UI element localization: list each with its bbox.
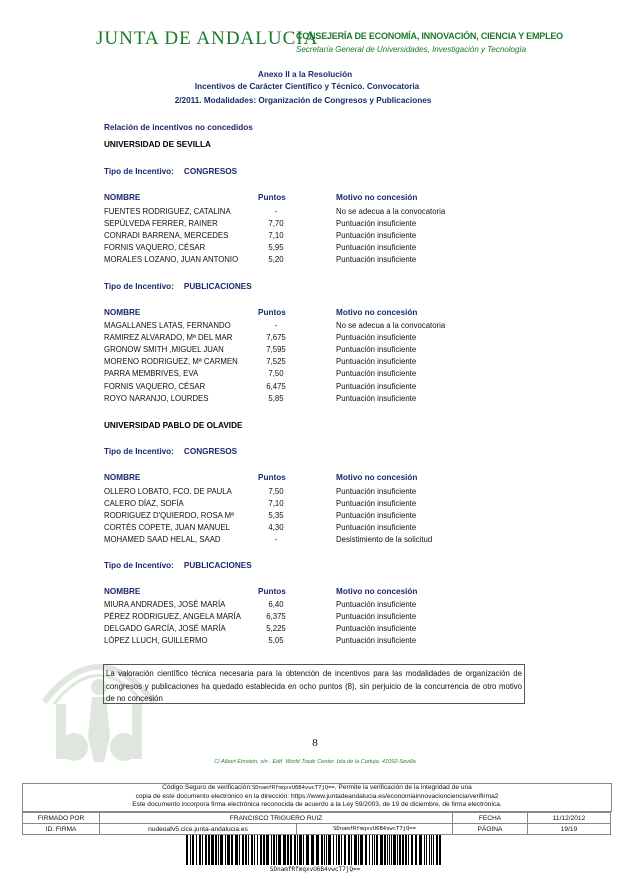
barcode-bar xyxy=(411,835,413,865)
barcode-bar xyxy=(248,835,249,865)
annex-subtitle-2: 2/2011. Modalidades: Organización de Congresos y Publicaciones xyxy=(174,96,432,105)
consejeria-title: CONSEJERÍA DE ECONOMÍA, INNOVACIÓN, CIENCIA Y EMPLEO xyxy=(296,31,563,41)
applicant-points: - xyxy=(274,207,278,216)
barcode-bar xyxy=(338,835,340,865)
barcode-bar xyxy=(208,835,210,865)
barcode-bar xyxy=(433,835,434,865)
rejection-reason: Puntuación insuficiente xyxy=(336,612,417,622)
firmado-label: FIRMADO POR xyxy=(23,813,100,824)
table-row xyxy=(104,333,504,345)
applicant-points: 7,50 xyxy=(268,369,284,379)
barcode-bar xyxy=(408,835,409,865)
table-row xyxy=(104,369,504,381)
tipo-label: Tipo de Incentivo: xyxy=(104,447,174,456)
barcode-bar xyxy=(321,835,323,865)
applicant-name: PÉREZ RODRIGUEZ, ANGELA MARÍA xyxy=(104,612,241,622)
table-row xyxy=(104,523,504,535)
barcode-bar xyxy=(273,835,275,865)
table-row xyxy=(104,219,504,231)
id-label: ID. FIRMA xyxy=(23,824,100,835)
column-header-motivo: Motivo no concesión xyxy=(336,587,418,596)
rejection-reason: Puntuación insuficiente xyxy=(336,393,417,403)
tipo-value: PUBLICACIONES xyxy=(183,282,252,291)
applicant-name: MIURA ANDRADES, JOSÉ MARÍA xyxy=(104,600,226,609)
barcode-bar xyxy=(225,835,226,865)
column-header-nombre: NOMBRE xyxy=(104,587,141,596)
rejection-reason: Puntuación insuficiente xyxy=(336,523,417,533)
applicant-points: 7,10 xyxy=(268,499,284,509)
column-header-puntos: Puntos xyxy=(258,193,286,202)
barcode-bar xyxy=(415,835,417,865)
barcode-bar xyxy=(376,835,378,865)
barcode-bar xyxy=(260,835,262,865)
rejection-reason: Puntuación insuficiente xyxy=(336,219,417,229)
barcode-bar xyxy=(397,835,398,865)
barcode-bar xyxy=(324,835,325,865)
barcode-bar xyxy=(245,835,247,865)
rejection-reason: Puntuación insuficiente xyxy=(336,243,417,253)
barcode-bar xyxy=(215,835,217,865)
applicant-name: CORTÉS COPETE, JUAN MANUEL xyxy=(104,523,230,533)
column-header-motivo: Motivo no concesión xyxy=(336,193,418,202)
barcode-bar xyxy=(316,835,319,865)
applicant-points: 7,70 xyxy=(268,219,284,229)
barcode-bar xyxy=(399,835,401,865)
rejection-reason: Desistimiento de la solicitud xyxy=(336,535,433,545)
tipo-incentivo xyxy=(104,282,252,291)
barcode-bar xyxy=(393,835,396,865)
rejection-reason: Puntuación insuficiente xyxy=(336,333,417,343)
barcode-bar xyxy=(196,835,197,865)
applicant-points: 6,475 xyxy=(266,381,286,391)
tipo-incentivo xyxy=(104,561,252,570)
rejection-reason: Puntuación insuficiente xyxy=(336,345,417,355)
applicant-name: FUENTES RODRIGUEZ, CATALINA xyxy=(104,207,231,216)
barcode-bar xyxy=(424,835,425,865)
column-header-nombre: NOMBRE xyxy=(104,193,141,202)
barcode-bar xyxy=(402,835,404,865)
applicant-points: 7,525 xyxy=(266,357,286,367)
applicant-name: DELGADO GARCÍA, JOSÉ MARÍA xyxy=(104,624,226,634)
verification-box xyxy=(22,783,612,812)
tipo-incentivo xyxy=(104,167,237,176)
applicant-name: MORALES LOZANO, JUAN ANTONIO xyxy=(104,255,239,265)
verif-line1-post: . Permite la verificación de la integridad de una xyxy=(334,784,472,791)
barcode-bar xyxy=(419,835,422,865)
barcode-bar xyxy=(431,835,432,865)
applicant-name: LÓPEZ LLUCH, GUILLERMO xyxy=(104,636,208,646)
barcode-bar xyxy=(426,835,427,865)
barcode-bar xyxy=(405,835,407,865)
barcode-bar xyxy=(266,835,269,865)
column-header-puntos: Puntos xyxy=(258,308,286,317)
table-row xyxy=(104,624,504,636)
table-row xyxy=(104,231,504,243)
rejection-reason: No se adecua a la convocatoria xyxy=(336,207,446,216)
barcode-bar xyxy=(239,835,240,865)
column-header-motivo: Motivo no concesión xyxy=(336,473,418,482)
barcode-bar xyxy=(192,835,194,865)
barcode-bar xyxy=(311,835,314,865)
barcode-bar xyxy=(283,835,286,865)
column-headers xyxy=(104,587,504,599)
applicant-name: MOHAMED SAAD HELAL, SAAD xyxy=(104,535,221,545)
applicant-points: 7,675 xyxy=(266,333,286,343)
barcode-bar xyxy=(344,835,346,865)
id-code: SDnamfRfmqxvU6B4vwcT7jQ== xyxy=(297,824,453,835)
barcode-bar xyxy=(290,835,292,865)
barcode-bar xyxy=(205,835,207,865)
firmado-value: FRANCISCO TRIGUERO RUIZ xyxy=(100,813,453,824)
applicant-name: CALERO DÍAZ, SOFÍA xyxy=(104,499,184,509)
rejection-reason: Puntuación insuficiente xyxy=(336,636,417,646)
barcode-bar xyxy=(278,835,281,865)
junta-logo: JUNTA DE ANDALUCIA xyxy=(96,28,319,49)
applicant-name: FORNIS VAQUERO, CÉSAR xyxy=(104,381,206,391)
barcode-bar xyxy=(429,835,430,865)
barcode-bar xyxy=(439,835,441,865)
pagina-label: PÁGINA xyxy=(453,824,528,835)
barcode-bar xyxy=(358,835,359,865)
column-header-nombre: NOMBRE xyxy=(104,473,141,482)
column-header-puntos: Puntos xyxy=(258,473,286,482)
table-row xyxy=(104,487,504,499)
barcode-bar xyxy=(372,835,373,865)
barcode-bar xyxy=(220,835,223,865)
rejection-reason: Puntuación insuficiente xyxy=(336,369,417,379)
barcode-bar xyxy=(199,835,201,865)
rejection-reason: Puntuación insuficiente xyxy=(336,357,417,367)
rejection-reason: Puntuación insuficiente xyxy=(336,381,417,391)
barcode-bar xyxy=(227,835,230,865)
table-row xyxy=(104,345,504,357)
tipo-label: Tipo de Incentivo: xyxy=(104,561,174,570)
table-row xyxy=(104,394,504,406)
column-headers xyxy=(104,308,504,320)
applicant-points: 5,225 xyxy=(266,624,286,634)
barcode-bar xyxy=(235,835,238,865)
applicant-points: - xyxy=(274,535,278,545)
barcode-bar xyxy=(257,835,258,865)
rejection-reason: Puntuación insuficiente xyxy=(336,624,417,634)
tipo-value: CONGRESOS xyxy=(183,167,238,176)
barcode-bar xyxy=(336,835,337,865)
signature-table xyxy=(22,812,611,835)
barcode-bar xyxy=(348,835,350,865)
table-row xyxy=(104,357,504,369)
applicant-points: 7,50 xyxy=(268,487,284,496)
table-row xyxy=(104,535,504,547)
verif-line2: copia de este documento electrónico en la dirección: https://www.juntadeandalucia.es/economiainnovacionciencia/verifirma2 xyxy=(135,792,499,800)
column-header-motivo: Motivo no concesión xyxy=(336,308,418,317)
verif-code: SDnamfRfmqxvU6B4vwcT7jQ== xyxy=(251,785,335,791)
table-row xyxy=(104,243,504,255)
barcode-bar xyxy=(271,835,272,865)
applicant-points: 4,30 xyxy=(268,523,284,533)
address-line: C/ Albert Einstein, s/n . Edif. World Trade Center. Isla de la Cartuja. 41092-Sevilla xyxy=(214,759,416,765)
fecha-value: 11/12/2012 xyxy=(528,813,611,824)
applicant-points: 5,05 xyxy=(268,636,284,646)
applicant-points: 5,85 xyxy=(268,393,284,403)
pagina-value: 19/19 xyxy=(528,824,611,835)
column-header-nombre: NOMBRE xyxy=(104,308,141,317)
tipo-value: CONGRESOS xyxy=(183,447,238,456)
barcode-bar xyxy=(369,835,370,865)
applicant-name: PARRA MEMBRIVES, EVA xyxy=(104,369,199,379)
barcode-bar xyxy=(365,835,367,865)
table-row xyxy=(104,612,504,624)
applicant-points: 5,20 xyxy=(268,255,284,265)
applicant-points: 5,95 xyxy=(268,243,284,253)
barcode-bar xyxy=(436,835,438,865)
applicant-name: OLLERO LOBATO, FCO. DE PAULA xyxy=(104,487,232,496)
barcode-bar xyxy=(190,835,191,865)
barcode-bar xyxy=(251,835,253,865)
tipo-incentivo xyxy=(104,447,237,456)
applicant-name: MORENO RODRIGUEZ, Mª CARMEN xyxy=(104,357,238,367)
university-name: UNIVERSIDAD DE SEVILLA xyxy=(104,140,211,149)
barcode-bar xyxy=(391,835,392,865)
column-header-puntos: Puntos xyxy=(258,587,286,596)
id-value: nudeoafv5.cice.junta-andalucia.es xyxy=(100,824,297,835)
rejection-reason: No se adecua a la convocatoria xyxy=(336,321,446,330)
barcode-bar xyxy=(387,835,388,865)
barcode-bar xyxy=(242,835,244,865)
applicant-name: RODRIGUEZ D'QUIERDO, ROSA Mª xyxy=(104,511,234,521)
barcode-bar xyxy=(211,835,214,865)
barcode-bar xyxy=(384,835,386,865)
secretaria-subtitle: Secretaría General de Universidades, Investigación y Tecnología xyxy=(296,45,527,54)
verif-line3: Este documento incorpora firma electrónica reconocida de acuerdo a la Ley 59/2003, de 19 de diciembre, de firma electrónica. xyxy=(132,801,502,808)
applicant-name: SEPÚLVEDA FERRER, RAINER xyxy=(104,219,218,229)
table-row xyxy=(104,499,504,511)
applicant-points: - xyxy=(274,321,278,330)
table-row xyxy=(104,255,504,267)
annex-title: Anexo II a la Resolución xyxy=(257,70,353,79)
tipo-label: Tipo de Incentivo: xyxy=(104,282,174,291)
barcode-bar xyxy=(186,835,188,865)
barcode-bar xyxy=(328,835,331,865)
applicant-points: 7,595 xyxy=(266,345,286,355)
barcode-bar xyxy=(306,835,309,865)
page-number: 8 xyxy=(312,737,318,749)
note-box: La valoración científico técnica necesaria para la obtención de incentivos para las modalidades de organización de congresos y publicaciones ha quedado establecida en ocho puntos (8), sin perjuicio de la concurrencia de otro motivo de no concesión xyxy=(103,664,525,704)
barcode-text: SDnamfRfmqxvU6B4vwcT7jQ== xyxy=(269,866,361,873)
rejection-reason: Puntuación insuficiente xyxy=(336,511,417,521)
applicant-points: 6,40 xyxy=(268,600,284,609)
barcode-bar xyxy=(380,835,383,865)
verif-line1-pre: Código Seguro de verificación: xyxy=(162,784,252,791)
barcode-bar xyxy=(326,835,327,865)
applicant-points: 7,10 xyxy=(268,231,284,241)
applicant-name: CONRADI BARRENA, MERCEDES xyxy=(104,231,229,241)
applicant-name: FORNIS VAQUERO, CÉSAR xyxy=(104,243,206,253)
barcode-bar xyxy=(287,835,289,865)
barcode-bar xyxy=(297,835,298,865)
table-row xyxy=(104,207,504,219)
barcode-bar xyxy=(218,835,219,865)
barcode-bar xyxy=(351,835,352,865)
table-row xyxy=(104,321,504,333)
rejection-reason: Puntuación insuficiente xyxy=(336,231,417,241)
relacion-heading: Relación de incentivos no concedidos xyxy=(104,123,253,132)
barcode-icon xyxy=(186,835,444,865)
applicant-name: MAGALLANES LATAS, FERNANDO xyxy=(104,321,231,330)
table-row xyxy=(104,636,504,648)
applicant-points: 6,375 xyxy=(266,612,286,622)
column-headers xyxy=(104,473,504,485)
column-headers xyxy=(104,193,504,205)
barcode-bar xyxy=(333,835,334,865)
table-row xyxy=(104,382,504,394)
fecha-label: FECHA xyxy=(453,813,528,824)
tipo-value: PUBLICACIONES xyxy=(183,561,252,570)
rejection-reason: Puntuación insuficiente xyxy=(336,600,417,609)
university-name: UNIVERSIDAD PABLO DE OLAVIDE xyxy=(104,421,243,430)
barcode-bar xyxy=(360,835,363,865)
tipo-label: Tipo de Incentivo: xyxy=(104,167,174,176)
barcode-bar xyxy=(303,835,304,865)
barcode-bar xyxy=(202,835,203,865)
applicant-name: ROYO NARANJO, LOURDES xyxy=(104,393,209,403)
barcode-bar xyxy=(389,835,390,865)
barcode-bar xyxy=(263,835,265,865)
rejection-reason: Puntuación insuficiente xyxy=(336,487,417,496)
barcode-bar xyxy=(354,835,357,865)
barcode-bar xyxy=(299,835,302,865)
table-row xyxy=(104,511,504,523)
table-row xyxy=(104,600,504,612)
rejection-reason: Puntuación insuficiente xyxy=(336,499,417,509)
barcode-bar xyxy=(276,835,277,865)
barcode-bar xyxy=(231,835,233,865)
applicant-name: RAMIREZ ALVARADO, Mª DEL MAR xyxy=(104,333,233,343)
applicant-points: 5,35 xyxy=(268,511,284,521)
annex-subtitle-1: Incentivos de Carácter Científico y Técnico. Convocatoria xyxy=(194,82,420,91)
rejection-reason: Puntuación insuficiente xyxy=(336,255,417,265)
barcode-bar xyxy=(294,835,296,865)
applicant-name: GRONOW SMITH ,MIGUEL JUAN xyxy=(104,345,224,355)
barcode-bar xyxy=(374,835,375,865)
barcode-bar xyxy=(254,835,255,865)
barcode-bar xyxy=(341,835,342,865)
